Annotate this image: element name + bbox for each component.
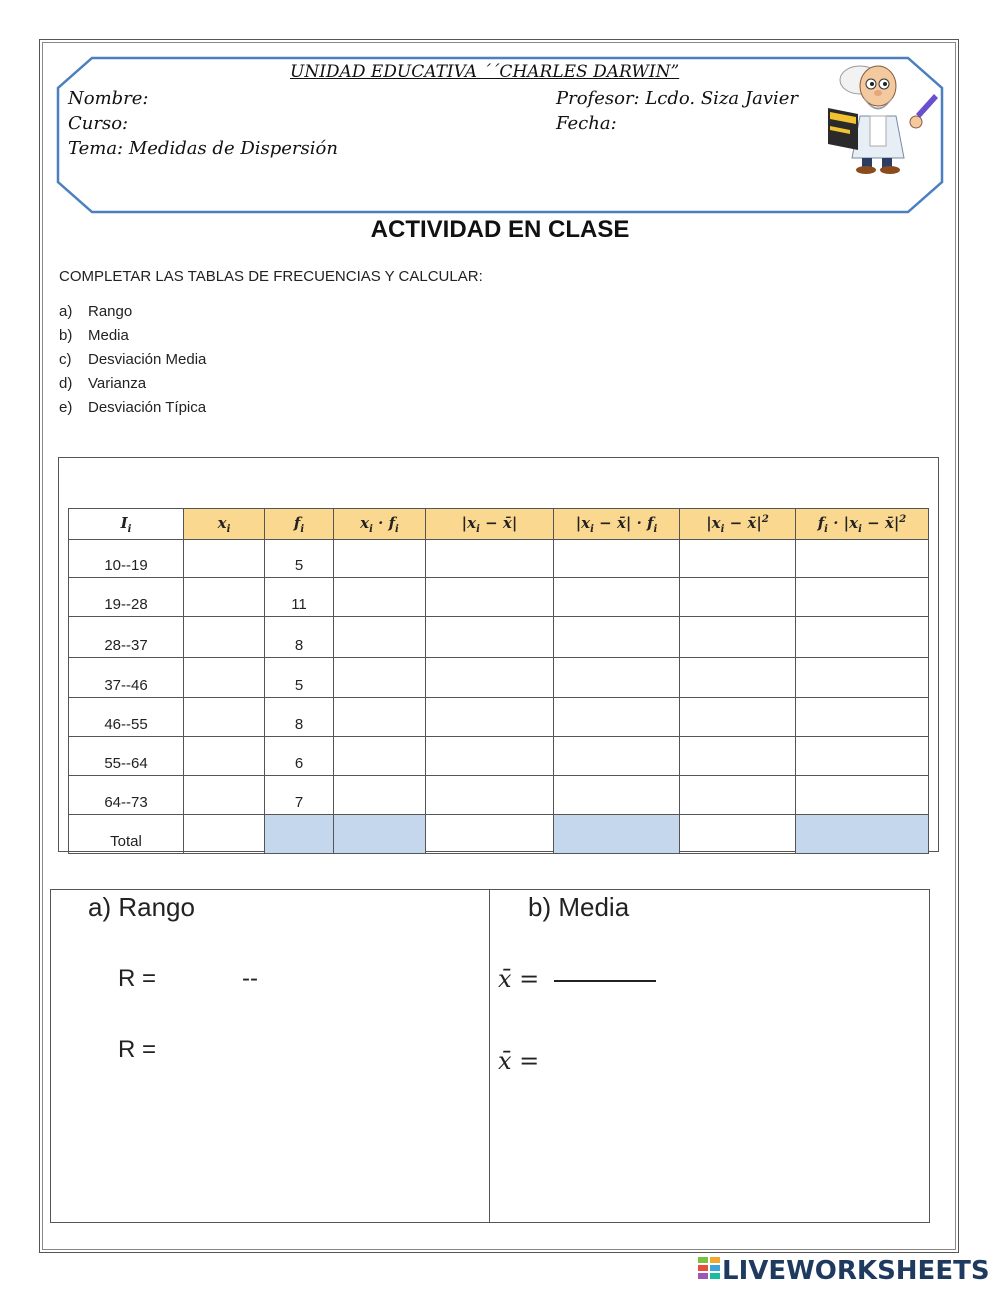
xi-fi-input-cell[interactable] <box>334 776 426 815</box>
list-item: d) Varianza <box>59 375 147 392</box>
header-xi-fi: $x_i \cdot f_i$ <box>334 509 426 540</box>
fi-cell: 11 <box>265 578 334 617</box>
table-row <box>69 776 929 815</box>
sq-dev-input-cell[interactable] <box>680 737 796 776</box>
abs-dev-fi-input-cell[interactable] <box>554 698 680 737</box>
rango-result-label: R = <box>118 1036 157 1063</box>
abs-dev-fi-input-cell[interactable] <box>554 776 680 815</box>
abs-dev-input-cell[interactable] <box>426 617 554 658</box>
total-fi-input-cell[interactable] <box>265 815 334 854</box>
sq-dev-input-cell[interactable] <box>680 698 796 737</box>
interval-cell: 19--28 <box>69 578 184 617</box>
interval-cell: 64--73 <box>69 776 184 815</box>
table-header-row <box>69 509 929 540</box>
school-name: UNIDAD EDUCATIVA ´´CHARLES DARWIN” <box>290 62 680 82</box>
fi-sq-dev-input-cell[interactable] <box>796 698 929 737</box>
xi-fi-input-cell[interactable] <box>334 617 426 658</box>
total-fi-sq-dev-input-cell[interactable] <box>796 815 929 854</box>
sq-dev-input-cell[interactable] <box>680 617 796 658</box>
fi-cell: 5 <box>265 658 334 698</box>
table-row <box>69 698 929 737</box>
table-row <box>69 540 929 578</box>
xi-input-cell[interactable] <box>184 776 265 815</box>
profesor-label: Profesor: Lcdo. Siza Javier <box>556 88 799 109</box>
abs-dev-fi-input-cell[interactable] <box>554 658 680 698</box>
xi-input-cell[interactable] <box>184 578 265 617</box>
abs-dev-fi-input-cell[interactable] <box>554 617 680 658</box>
header-xi: $x_i$ <box>184 509 265 540</box>
tema-label: Tema: Medidas de Dispersión <box>68 138 338 159</box>
header-interval: $I_i$ <box>69 509 184 540</box>
abs-dev-input-cell[interactable] <box>426 737 554 776</box>
list-item: b) Media <box>59 327 129 344</box>
xi-fi-input-cell[interactable] <box>334 737 426 776</box>
xi-fi-input-cell[interactable] <box>334 698 426 737</box>
sq-dev-input-cell[interactable] <box>680 658 796 698</box>
sq-dev-input-cell[interactable] <box>680 578 796 617</box>
scientist-mascot-icon <box>820 58 942 176</box>
answer-box <box>50 889 930 1223</box>
rango-dash: -- <box>242 965 258 992</box>
media-result-label: x̄ = <box>498 1047 540 1075</box>
answer-divider <box>489 889 490 1223</box>
abs-dev-input-cell[interactable] <box>426 578 554 617</box>
sq-dev-input-cell[interactable] <box>680 540 796 578</box>
list-item: c) Desviación Media <box>59 351 207 368</box>
liveworksheets-logo <box>698 1256 990 1286</box>
total-xi-cell <box>184 815 265 854</box>
total-sq-dev-cell <box>680 815 796 854</box>
frequency-table <box>68 508 929 854</box>
table-row <box>69 658 929 698</box>
list-item: e) Desviación Típica <box>59 399 207 416</box>
abs-dev-fi-input-cell[interactable] <box>554 737 680 776</box>
header-fi-sq-dev: $f_i \cdot |x_i$ − $x̄|^2$ <box>796 509 929 540</box>
instructions: COMPLETAR LAS TABLAS DE FRECUENCIAS Y CALCULAR: <box>59 268 483 285</box>
xi-fi-input-cell[interactable] <box>334 658 426 698</box>
table-total-row <box>69 815 929 854</box>
fraction-line <box>554 980 656 982</box>
page-title: ACTIVIDAD EN CLASE <box>370 216 630 243</box>
interval-cell: 37--46 <box>69 658 184 698</box>
header-sq-dev: $|x_i$ − $x̄|^2$ <box>680 509 796 540</box>
media-formula-label: x̄ = <box>498 965 540 993</box>
total-label: Total <box>69 815 184 854</box>
media-title: b) Media <box>528 892 630 922</box>
table-row <box>69 578 929 617</box>
sq-dev-input-cell[interactable] <box>680 776 796 815</box>
abs-dev-input-cell[interactable] <box>426 698 554 737</box>
curso-label: Curso: <box>68 113 129 134</box>
total-abs-dev-fi-input-cell[interactable] <box>554 815 680 854</box>
total-xi-fi-input-cell[interactable] <box>334 815 426 854</box>
fi-sq-dev-input-cell[interactable] <box>796 540 929 578</box>
fi-sq-dev-input-cell[interactable] <box>796 578 929 617</box>
xi-fi-input-cell[interactable] <box>334 540 426 578</box>
abs-dev-input-cell[interactable] <box>426 658 554 698</box>
fi-sq-dev-input-cell[interactable] <box>796 617 929 658</box>
interval-cell: 28--37 <box>69 617 184 658</box>
nombre-label: Nombre: <box>68 88 149 109</box>
fi-cell: 5 <box>265 540 334 578</box>
header-abs-dev: $|x_i$ − x̄| <box>426 509 554 540</box>
logo-text: LIVEWORKSHEETS <box>722 1256 990 1286</box>
interval-cell: 46--55 <box>69 698 184 737</box>
fi-sq-dev-input-cell[interactable] <box>796 737 929 776</box>
table-row <box>69 737 929 776</box>
task-list <box>59 303 206 423</box>
xi-input-cell[interactable] <box>184 737 265 776</box>
list-item: a) Rango <box>59 303 133 320</box>
liveworksheets-logo-icon <box>698 1257 722 1285</box>
fi-sq-dev-input-cell[interactable] <box>796 658 929 698</box>
interval-cell: 10--19 <box>69 540 184 578</box>
rango-formula-label: R = <box>118 965 157 992</box>
fi-cell: 8 <box>265 617 334 658</box>
abs-dev-fi-input-cell[interactable] <box>554 578 680 617</box>
abs-dev-fi-input-cell[interactable] <box>554 540 680 578</box>
xi-input-cell[interactable] <box>184 617 265 658</box>
fi-sq-dev-input-cell[interactable] <box>796 776 929 815</box>
header-abs-dev-fi: $|x_i$ − x̄| · $f_i$ <box>554 509 680 540</box>
total-abs-dev-cell <box>426 815 554 854</box>
interval-cell: 55--64 <box>69 737 184 776</box>
fi-cell: 8 <box>265 698 334 737</box>
xi-input-cell[interactable] <box>184 698 265 737</box>
xi-fi-input-cell[interactable] <box>334 578 426 617</box>
xi-input-cell[interactable] <box>184 658 265 698</box>
xi-input-cell[interactable] <box>184 540 265 578</box>
rango-title: a) Rango <box>88 892 195 922</box>
header-fi: $f_i$ <box>265 509 334 540</box>
abs-dev-input-cell[interactable] <box>426 776 554 815</box>
fi-cell: 7 <box>265 776 334 815</box>
fi-cell: 6 <box>265 737 334 776</box>
abs-dev-input-cell[interactable] <box>426 540 554 578</box>
fecha-label: Fecha: <box>556 113 617 134</box>
table-row <box>69 617 929 658</box>
